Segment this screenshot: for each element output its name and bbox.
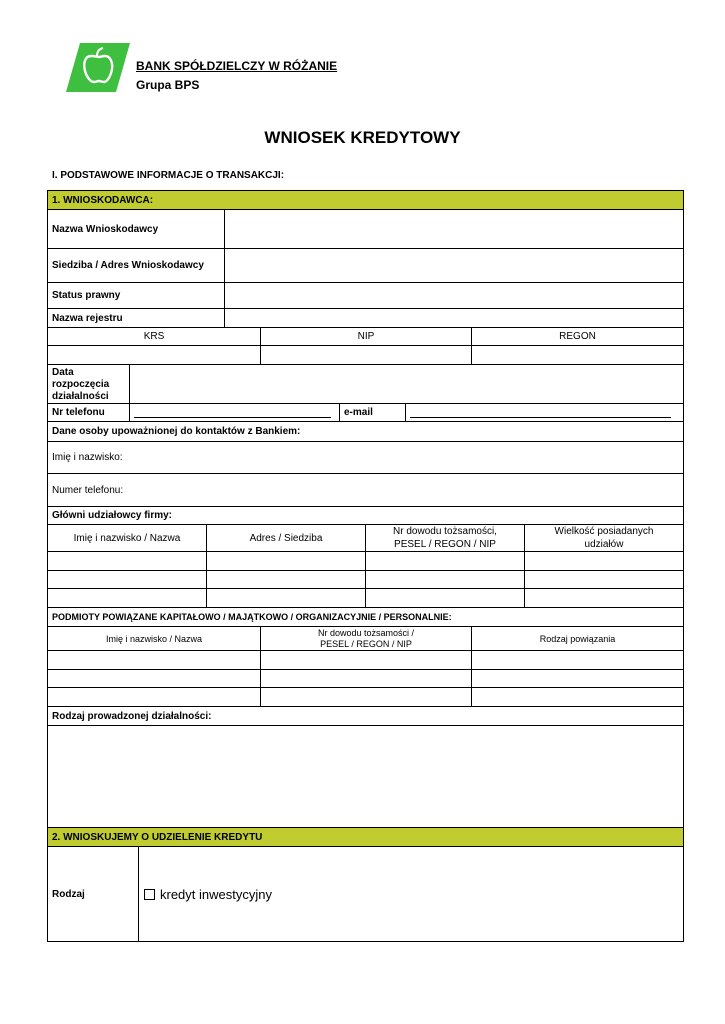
bank-group: Grupa BPS [136, 78, 200, 92]
registry-field[interactable] [225, 309, 683, 327]
legal-status-field[interactable] [225, 283, 683, 308]
regon-label: REGON [559, 331, 596, 342]
start-date-label: Data rozpoczęcia działalności [48, 365, 130, 403]
related-id-field[interactable] [261, 670, 472, 687]
identifiers-header-row [48, 328, 683, 346]
related-relation-field[interactable] [472, 688, 683, 706]
related-heading: PODMIOTY POWIĄZANE KAPITAŁOWO / MAJĄTKOWO / ORGANIZACYJNIE / PERSONALNIE: [52, 612, 452, 622]
shareholder-id-field[interactable] [366, 571, 525, 588]
krs-label: KRS [48, 328, 261, 345]
related-name-field[interactable] [48, 688, 261, 706]
shareholders-col-shares: Wielkość posiadanych udziałów [554, 526, 654, 550]
applicant-section-header [48, 191, 683, 210]
credit-option-investment[interactable] [139, 847, 683, 941]
nip-label: NIP [261, 328, 472, 345]
phone-underline [134, 417, 331, 418]
shareholder-address-field[interactable] [207, 589, 366, 607]
krs-field[interactable] [48, 346, 261, 364]
credit-heading: 2. WNIOSKUJEMY O UDZIELENIE KREDYTU [52, 831, 263, 843]
related-row [48, 688, 683, 707]
related-id-field[interactable] [261, 688, 472, 706]
regon-field[interactable] [472, 346, 683, 364]
credit-section-header [48, 828, 683, 847]
related-col-relation: Rodzaj powiązania [539, 633, 616, 644]
shareholder-row [48, 589, 683, 608]
related-id-field[interactable] [261, 651, 472, 669]
applicant-address-label: Siedziba / Adres Wnioskodawcy [48, 249, 225, 282]
phone-label: Nr telefonu [48, 404, 130, 421]
phone-field[interactable] [130, 404, 340, 421]
contact-phone-label: Numer telefonu: [52, 484, 124, 496]
application-form [47, 190, 684, 942]
registry-row [48, 309, 683, 328]
related-col-name: Imię i nazwisko / Nazwa [48, 627, 261, 650]
related-row [48, 651, 683, 670]
credit-type-row [48, 847, 683, 941]
shareholders-col-address: Adres / Siedziba [207, 525, 366, 551]
credit-type-label: Rodzaj [48, 847, 139, 941]
registry-label: Nazwa rejestru [48, 309, 225, 327]
bank-name: BANK SPÓŁDZIELCZY W RÓŻANIE [136, 59, 338, 73]
contact-name-label: Imię i nazwisko: [52, 452, 123, 463]
credit-option-investment-label: kredyt inwestycyjny [160, 886, 272, 902]
contact-heading: Dane osoby upoważnionej do kontaktów z Bankiem: [52, 426, 301, 437]
shareholder-shares-field[interactable] [525, 571, 683, 588]
contact-phone-row[interactable] [48, 474, 683, 507]
activity-field[interactable] [48, 726, 683, 828]
related-heading-row [48, 608, 683, 627]
related-relation-field[interactable] [472, 670, 683, 687]
related-name-field[interactable] [48, 670, 261, 687]
shareholders-heading-row [48, 507, 683, 525]
start-date-field[interactable] [130, 365, 683, 403]
related-name-field[interactable] [48, 651, 261, 669]
related-relation-field[interactable] [472, 651, 683, 669]
shareholder-name-field[interactable] [48, 589, 207, 607]
bps-apple-logo-icon [66, 43, 130, 92]
shareholders-heading: Główni udziałowcy firmy: [52, 510, 173, 521]
shareholder-id-field[interactable] [366, 552, 525, 570]
identifiers-value-row [48, 346, 683, 365]
legal-status-row [48, 283, 683, 309]
shareholder-id-field[interactable] [366, 589, 525, 607]
contact-heading-row [48, 422, 683, 442]
phone-email-row [48, 404, 683, 422]
related-col-id: Nr dowodu tożsamości / PESEL / REGON / NIP [261, 627, 472, 650]
email-label: e-mail [340, 404, 406, 421]
activity-label: Rodzaj prowadzonej działalności: [52, 710, 212, 722]
shareholder-row [48, 552, 683, 571]
related-header-row [48, 627, 683, 651]
applicant-address-row [48, 249, 683, 283]
shareholders-col-name: Imię i nazwisko / Nazwa [48, 525, 207, 551]
start-date-row [48, 365, 683, 404]
shareholder-shares-field[interactable] [525, 589, 683, 607]
applicant-name-label: Nazwa Wnioskodawcy [48, 210, 225, 248]
document-title: WNIOSEK KREDYTOWY [264, 128, 461, 147]
shareholder-shares-field[interactable] [525, 552, 683, 570]
shareholders-col-id: Nr dowodu tożsamości, PESEL / REGON / NIP [366, 525, 525, 551]
shareholder-name-field[interactable] [48, 552, 207, 570]
checkbox-icon[interactable] [144, 889, 155, 900]
shareholder-name-field[interactable] [48, 571, 207, 588]
related-row [48, 670, 683, 688]
applicant-name-row [48, 210, 683, 249]
applicant-address-field[interactable] [225, 249, 683, 282]
activity-heading-row [48, 707, 683, 726]
applicant-heading: 1. WNIOSKODAWCA: [52, 194, 154, 206]
shareholders-header-row [48, 525, 683, 552]
applicant-name-field[interactable] [225, 210, 683, 248]
legal-status-label: Status prawny [48, 283, 225, 308]
shareholder-address-field[interactable] [207, 552, 366, 570]
nip-field[interactable] [261, 346, 472, 364]
section-heading: I. PODSTAWOWE INFORMACJE O TRANSAKCJI: [52, 170, 285, 181]
email-field[interactable] [406, 404, 683, 421]
shareholder-address-field[interactable] [207, 571, 366, 588]
email-underline [410, 417, 671, 418]
contact-name-row[interactable] [48, 442, 683, 474]
shareholder-row [48, 571, 683, 589]
